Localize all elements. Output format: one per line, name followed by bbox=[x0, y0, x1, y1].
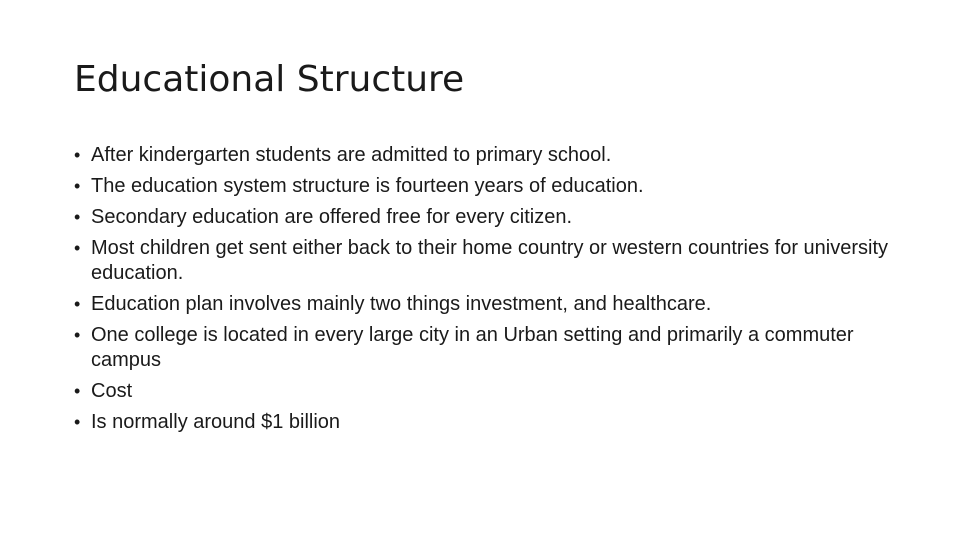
bullet-marker: • bbox=[74, 412, 81, 432]
bullet-marker: • bbox=[74, 207, 81, 227]
bullet-item bbox=[74, 379, 894, 404]
bullet-item bbox=[74, 236, 894, 286]
bullet-text: Is normally around $1 billion bbox=[91, 411, 341, 433]
slide-title: Educational Structure bbox=[74, 59, 465, 100]
bullet-marker: • bbox=[74, 325, 81, 345]
bullet-marker: • bbox=[74, 381, 81, 401]
bullet-text: Cost bbox=[91, 380, 133, 402]
bullet-marker: • bbox=[74, 145, 81, 165]
bullet-item bbox=[74, 205, 894, 230]
bullet-item bbox=[74, 410, 894, 435]
bullet-text: The education system structure is fourteen years of education. bbox=[91, 175, 644, 197]
bullet-text: Most children get sent either back to their home country or western countries for university education. bbox=[91, 237, 889, 284]
bullet-item bbox=[74, 323, 894, 373]
bullet-marker: • bbox=[74, 238, 81, 258]
bullet-item bbox=[74, 292, 894, 317]
bullet-item bbox=[74, 143, 894, 168]
bullet-item bbox=[74, 174, 894, 199]
bullet-marker: • bbox=[74, 176, 81, 196]
bullet-text: After kindergarten students are admitted to primary school. bbox=[91, 144, 612, 166]
bullet-list bbox=[74, 143, 894, 441]
bullet-marker: • bbox=[74, 294, 81, 314]
bullet-text: One college is located in every large city in an Urban setting and primarily a commuter campus bbox=[91, 324, 854, 371]
bullet-text: Education plan involves mainly two things investment, and healthcare. bbox=[91, 293, 712, 315]
bullet-text: Secondary education are offered free for every citizen. bbox=[91, 206, 573, 228]
